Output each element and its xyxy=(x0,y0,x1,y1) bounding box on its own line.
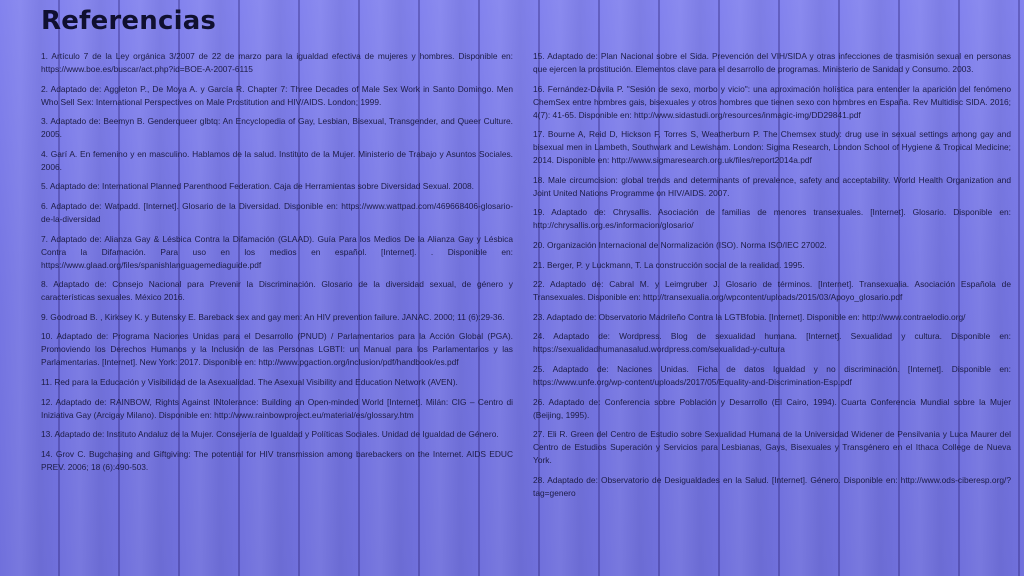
reference-item: 12. Adaptado de: RAINBOW, Rights Against INtolerance: Building an Open-minded World [Internet]. Milán: CIG – Centro di Iniziativa Gay (Arcigay Milano). Disponible en: http://www.rainbowproject.eu/material/es/glossary.htm xyxy=(41,396,513,420)
reference-item: 11. Red para la Educación y Visibilidad de la Asexualidad. The Asexual Visibility and Education Network (AVEN). xyxy=(41,376,458,387)
page-title: Referencias xyxy=(41,6,217,36)
reference-item: 2. Adaptado de: Aggleton P., De Moya A. y García R. Chapter 7: Three Decades of Male Sex Work in Santo Domingo. Men Who Sell Sex: International Perspectives on Male Prostitution and HIV/AIDS. London; 1999. xyxy=(41,83,513,107)
reference-item: 25. Adaptado de: Naciones Unidas. Ficha de datos Igualdad y no discriminación. [Internet]. Disponible en: https://www.unfe.org/wp-content/uploads/2017/05/Equality-and-Discrimination-Esp.pdf xyxy=(533,363,1011,387)
reference-item: 10. Adaptado de: Programa Naciones Unidas para el Desarrollo (PNUD) / Parlamentarios para la Acción Global (PGA). Promoviendo los Derechos Humanos y la Inclusión de las Personas LGBTI: un Manual para los Parlamentarios y las Parlamentarias. [Internet]. New York: 2017. Disponible en: http://www.pgaction.org/inclusion/pdf/handbook/es.pdf xyxy=(41,331,513,368)
reference-item: 7. Adaptado de: Alianza Gay & Lésbica Contra la Difamación (GLAAD). Guía Para los Medios De la Alianza Gay y Lésbica Contra la Difamación. Para uso en los medios en español. [Internet]. . Disponible en: https://www.glaad.org/files/spanishlanguagemediaguide.pdf xyxy=(41,233,513,270)
reference-item: 26. Adaptado de: Conferencia sobre Población y Desarrollo (El Cairo, 1994). Cuarta Conferencia Mundial sobre la Mujer (Beijing, 1995). xyxy=(533,396,1011,420)
reference-item: 3. Adaptado de: Beemyn B. Genderqueer glbtq: An Encyclopedia of Gay, Lesbian, Bisexual, Transgender, and Queer Culture. 2005. xyxy=(41,116,513,140)
reference-item: 16. Fernández-Dávila P. "Sesión de sexo, morbo y vicio": una aproximación holística para entender la aparición del fenómeno ChemSex entre hombres gais, bisexuales y otros hombres que tienen sexo con hombres en España. Rev Multidisc SIDA. 2016; 4(7): 41-65. Disponible en: http://www.sidastudi.org/resources/inmagic-img/DD29841.pdf xyxy=(533,83,1011,120)
reference-item: 13. Adaptado de: Instituto Andaluz de la Mujer. Consejería de Igualdad y Políticas Sociales. Unidad de Igualdad de Género. xyxy=(41,429,499,440)
reference-item: 4. Garí A. En femenino y en masculino. Hablamos de la salud. Instituto de la Mujer. Ministerio de Trabajo y Asuntos Sociales. 2006. xyxy=(41,148,513,172)
reference-item: 6. Adaptado de: Watpadd. [Internet]. Glosario de la Diversidad. Disponible en: https://www.wattpad.com/469668406-glosario-de-la-diversidad xyxy=(41,200,513,224)
reference-item: 15. Adaptado de: Plan Nacional sobre el Sida. Prevención del VIH/SIDA y otras infecciones de trasmisión sexual en personas que ejercen la prostitución. Elementos clave para el desarrollo de programas. Ministerio de Sanidad y Consumo. 2003. xyxy=(533,51,1011,74)
reference-item: 27. Eli R. Green del Centro de Estudio sobre Sexualidad Humana de la Universidad Widener de Pensilvania y Luca Maurer del Centro de Estudios Superación y Servicios para Lesbianas, Gays, Bisexuales y Transgénero en el Ithaca College de Nueva York. xyxy=(533,429,1011,466)
reference-item: 20. Organización Internacional de Normalización (ISO). Norma ISO/IEC 27002. xyxy=(533,239,827,250)
reference-item: 17. Bourne A, Reid D, Hickson F, Torres S, Weatherburn P. The Chemsex study: drug use in sexual settings among gay and bisexual men in Lambeth, Southwark and Lewisham. London: Sigma Research, London School of Hygiene & Tropical Medicine; 2014. Disponible en: http://www.sigmaresearch.org.uk/files/report2014a.pdf xyxy=(533,129,1011,166)
references-column-left xyxy=(41,50,513,474)
reference-item: 22. Adaptado de: Cabral M. y Leimgruber J. Glosario de términos. [Internet]. Transexualia. Asociación Española de Transexuales. Disponible en: http://transexualia.org/wpcontent/uploads/2015/03/Apoyo_glosario.pdf xyxy=(533,279,1011,303)
reference-item: 23. Adaptado de: Observatorio Madrileño Contra la LGTBfobia. [Internet]. Disponible en: http://www.contraelodio.org/ xyxy=(533,311,966,322)
reference-item: 19. Adaptado de: Chrysallis. Asociación de familias de menores transexuales. [Internet]. Glosario. Disponible en: http://chrysallis.org.es/informacion/glosario/ xyxy=(533,207,1011,231)
reference-item: 18. Male circumcision: global trends and determinants of prevalence, safety and acceptability. World Health Organization and Joint United Nations Programme on HIV/AIDS. 2007. xyxy=(533,174,1011,198)
reference-item: 21. Berger, P. y Luckmann, T. La construcción social de la realidad. 1995. xyxy=(533,259,805,270)
reference-item: 9. Goodroad B. , Kirksey K. y Butensky E. Bareback sex and gay men: An HIV prevention failure. JANAC. 2000; 11 (6):29-36. xyxy=(41,311,505,322)
reference-item: 24. Adaptado de: Wordpress. Blog de sexualidad humana. [Internet]. Sexualidad y cultura. Disponible en: https://sexualidadhumanasalud.wordpress.com/sexualidad-y-cultura xyxy=(533,331,1011,355)
reference-item: 5. Adaptado de: International Planned Parenthood Federation. Caja de Herramientas sobre Diversidad Sexual. 2008. xyxy=(41,181,474,192)
reference-item: 28. Adaptado de: Observatorio de Desigualdades en la Salud. [Internet]. Género. Disponible en: http://www.ods-ciberesp.org/?tag=genero xyxy=(533,474,1011,498)
references-column-right xyxy=(533,50,1011,500)
reference-item: 8. Adaptado de: Consejo Nacional para Prevenir la Discriminación. Glosario de la diversidad sexual, de género y características sexuales. México 2016. xyxy=(41,279,513,303)
reference-item: 14. Grov C. Bugchasing and Giftgiving: The potential for HIV transmission among barebackers on the Internet. AIDS EDUC PREV. 2006; 18 (6):490-503. xyxy=(41,448,513,472)
reference-item: 1. Artículo 7 de la Ley orgánica 3/2007 de 22 de marzo para la igualdad efectiva de mujeres y hombres. Disponible en: https://www.boe.es/buscar/act.php?id=BOE-A-2007-6115 xyxy=(41,51,513,74)
